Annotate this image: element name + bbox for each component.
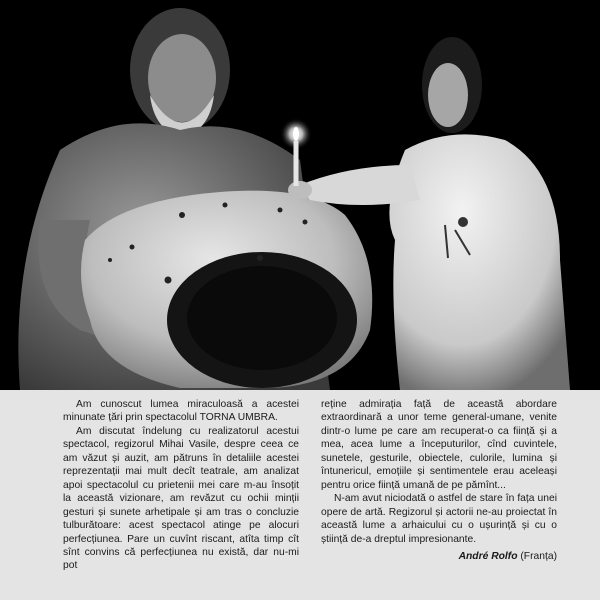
text-column-right [321,398,557,563]
paragraph: Am discutat îndelung cu realizatorul acestui spectacol, regizorul Mihai Vasile, despre ceea ce am văzut și auzit, am pătruns în detaliile acestei reprezentații mai mult decît teatrale, am analizat apoi spectacolul cu prietenii mei care m-au însoțit la această vizionare, am revăzut cu ochii minții gesturi și sunete arhetipale și am tras o concluzie tulburătoare: acest spectacol atinge pe alocuri perfecțiunea. Pare un cuvînt riscant, atîta timp cît sînt convins că perfecțiunea nu există, dar nu-mi pot [63,425,299,572]
paragraph: Am cunoscut lumea miraculoasă a acestei minunate țări prin spectacolul TORNA UMBRA. [63,399,299,424]
author-country: (Franța) [520,550,557,562]
paragraph: N-am avut niciodată o astfel de stare în fața unei opere de artă. Regizorul și actorii ne-au proiectat în această lume a arhaicului cu o ușurință și cu o știință de-a dreptul impresionante. [321,493,557,545]
author-signature [321,550,557,563]
article-text-area [0,390,600,600]
paragraph: reține admirația față de această abordare extraordinară a unor teme general-umane, venite dintr-o lume pe care am recuperat-o ca ființă și a mea, acea lume a începuturilor, cînd cuvintele, sunetele, gesturile, obiectele, culorile, lumina și întunericul, emoțiile și sentimentele erau aceleași pentru orice ființă umană de pe pămînt... [321,399,557,491]
text-column-left [63,398,299,573]
author-name: André Rolfo [458,550,518,562]
stone-prop [81,191,372,388]
